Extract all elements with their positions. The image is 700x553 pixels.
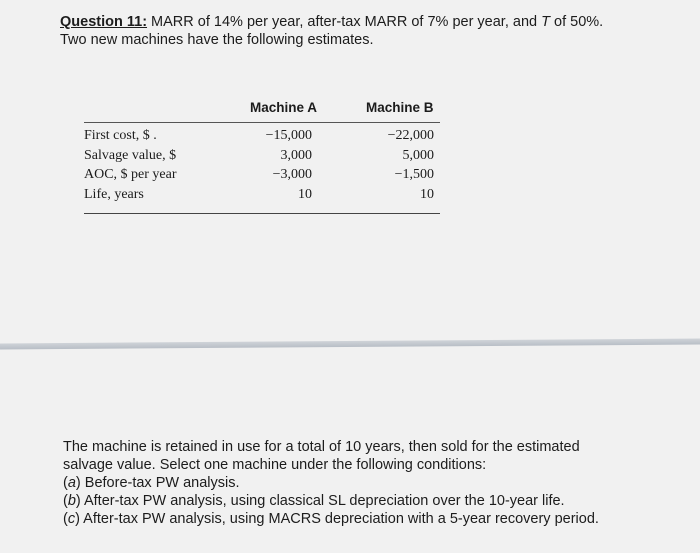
table-row (84, 187, 440, 207)
table-row (84, 128, 440, 148)
row-label: Salvage value, $ (84, 147, 177, 163)
row-label: Life, years (84, 186, 144, 202)
condition-a: (a) Before-tax PW analysis. (63, 475, 240, 491)
conditions-intro-2: salvage value. Select one machine under the following conditions: (63, 457, 487, 473)
table-header-row (84, 96, 440, 122)
table-body (84, 128, 440, 206)
question-label: Question 11: (60, 14, 148, 30)
machine-b-value: −22,000 (387, 128, 434, 143)
question-line-2: Two new machines have the following estimates. (60, 32, 374, 48)
machine-a-value: −3,000 (272, 167, 312, 182)
question-line-1-text: MARR of 14% per year, after-tax MARR of 7% per year, and (147, 14, 542, 30)
machine-b-value: 5,000 (402, 147, 434, 163)
page-divider (0, 339, 700, 350)
estimates-table (84, 96, 440, 202)
condition-b-letter: b (67, 493, 76, 509)
machine-b-value: 10 (420, 186, 434, 202)
table-bottom-rule (84, 213, 440, 214)
header-machine-b: Machine B (366, 100, 434, 115)
table-row (84, 148, 440, 168)
conditions-intro-1: The machine is retained in use for a total of 10 years, then sold for the estimated (63, 439, 580, 455)
condition-a-text: Before-tax PW analysis. (84, 475, 240, 491)
condition-c-letter: c (67, 511, 76, 527)
machine-a-value: 3,000 (280, 147, 312, 163)
condition-a-letter: a (67, 475, 76, 491)
conditions-text (63, 438, 683, 528)
header-machine-a: Machine A (250, 100, 318, 115)
condition-b-text: After-tax PW analysis, using classical SL depreciation over the 10-year life. (83, 493, 565, 509)
question-text (60, 13, 680, 49)
condition-b: (b) After-tax PW analysis, using classical SL depreciation over the 10-year life. (63, 493, 565, 509)
table-top-rule (84, 122, 440, 123)
row-label: First cost, $ . (84, 128, 157, 143)
condition-c-text: After-tax PW analysis, using MACRS depreciation with a 5-year recovery period. (83, 511, 599, 527)
question-line-1-end: of 50%. (549, 14, 604, 30)
tax-rate-symbol: T (541, 14, 550, 30)
machine-a-value: 10 (298, 186, 312, 202)
machine-a-value: −15,000 (265, 128, 312, 143)
condition-c: (c) After-tax PW analysis, using MACRS depreciation with a 5-year recovery period. (63, 511, 599, 527)
question-line-1 (60, 13, 680, 31)
machine-b-value: −1,500 (394, 167, 434, 182)
row-label: AOC, $ per year (84, 167, 177, 182)
table-row (84, 167, 440, 187)
